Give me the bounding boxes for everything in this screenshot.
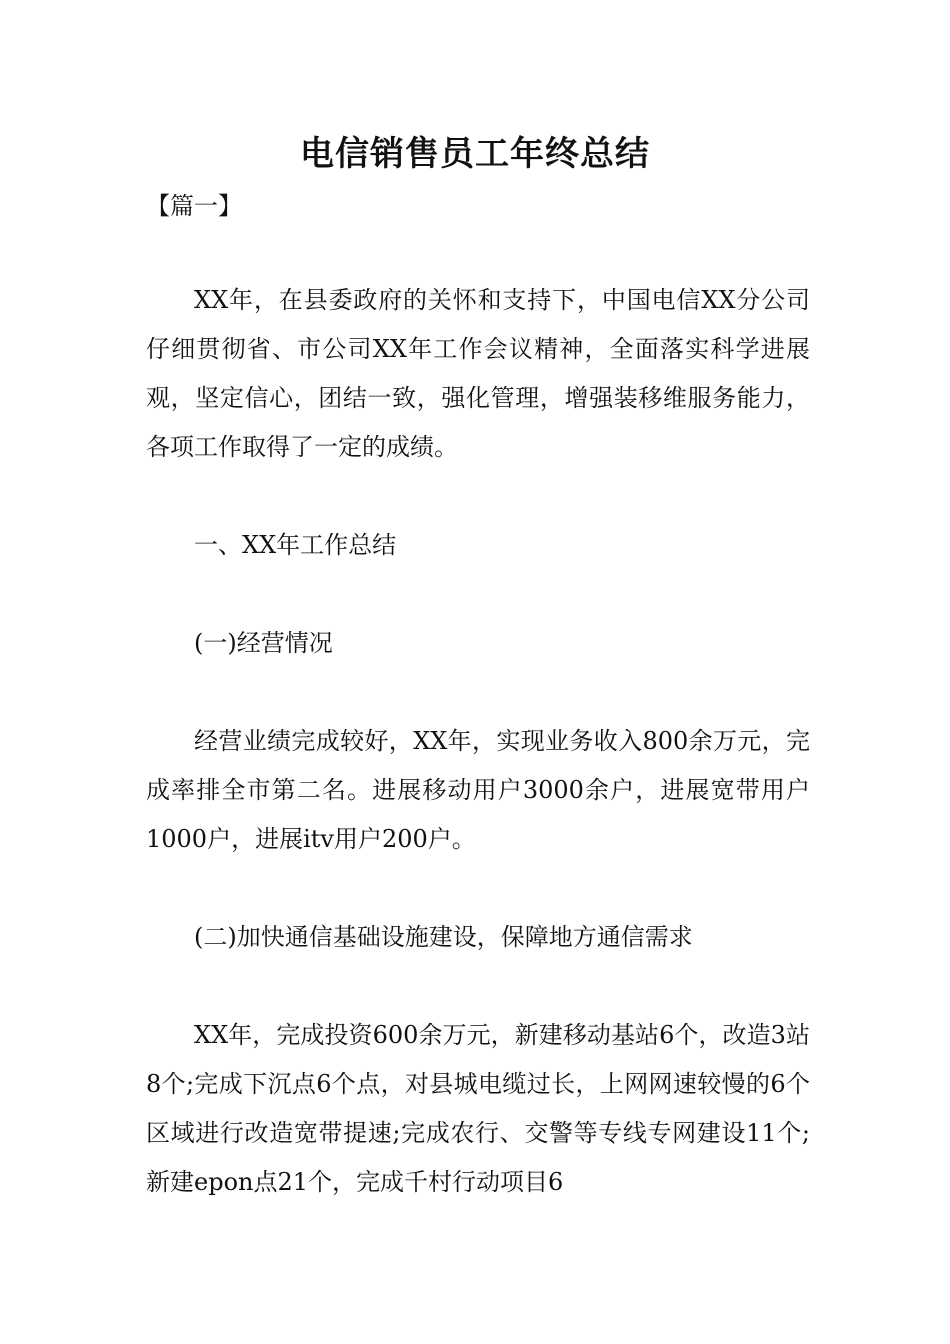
document-title: 电信销售员工年终总结: [300, 134, 650, 174]
subsection-heading-2: (二)加快通信基础设施建设，保障地方通信需求: [194, 923, 693, 951]
section-heading: 一、XX年工作总结: [194, 531, 397, 559]
paragraph-intro: XX年，在县委政府的关怀和支持下，中国电信XX分公司仔细贯彻省、市公司XX年工作会议精神，全面落实科学进展观，坚定信心，团结一致，强化管理，增强装移维服务能力，各项工作取得了一定的成绩。: [146, 286, 810, 461]
document-body: [146, 276, 810, 1256]
paragraph-operations: 经营业绩完成较好，XX年，实现业务收入800余万元，完成率排全市第二名。进展移动用户3000余户，进展宽带用户1000户，进展itv用户200户。: [146, 727, 810, 853]
paragraph-infrastructure: XX年，完成投资600余万元，新建移动基站6个，改造3站8个;完成下沉点6个点，对县城电缆过长，上网网速较慢的6个区域进行改造宽带提速;完成农行、交警等专线专网建设11个;新建epon点21个，完成千村行动项目6: [146, 1021, 810, 1196]
subsection-heading-1: (一)经营情况: [194, 629, 333, 657]
part-label: 【篇一】: [146, 192, 242, 220]
